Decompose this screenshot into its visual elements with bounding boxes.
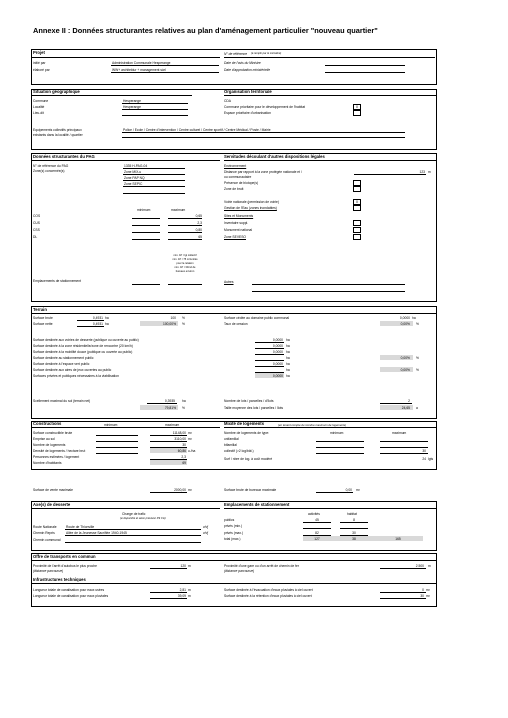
pag-cus-max: 2,3 [197, 221, 202, 225]
infrastructures-heading: Infrastructures techniques [33, 577, 86, 582]
projet-heading: Projet [33, 50, 45, 55]
terrain-scellement-pct: 79,81% [164, 406, 176, 410]
rule [255, 354, 284, 355]
rule [224, 427, 436, 428]
rule [150, 492, 187, 493]
servitudes-voirie: Voirie nationale (permission de voirie) [224, 200, 279, 204]
emplacements-row-0-label: publics [224, 518, 235, 522]
terrain-row-2-value: 0,0000 [272, 350, 283, 354]
pag-zones-label: Zone(s) concernée(s) [33, 169, 65, 173]
constructions-row-1-unit: m² [188, 437, 192, 441]
mixite-collectif: collectif (>2 log/bât.) [224, 449, 254, 453]
pag-stationnement-note-4: min. 1P / 30m2 de [174, 266, 196, 269]
rule [316, 453, 364, 454]
rule [132, 218, 160, 219]
rule [224, 95, 436, 96]
terrain-nette-unit: ha [105, 322, 109, 326]
rule [123, 193, 185, 194]
terrain-cedee-label: Surface cédée au domaine public communal [224, 316, 290, 320]
infrastructures-usees-label: Longueur totale de canalisation pour eaux usées [33, 588, 105, 592]
infrastructures-pluviales-label: Longueur totale de canalisation pour eaux pluviales [33, 594, 109, 598]
servitudes-heading: Servitudes découlant d'autres dispositions légales [224, 154, 325, 159]
pag-ref-label: N° de référence du PAG [33, 164, 69, 168]
situation-equip-value: Police / Ecole / Centre d'intervention / Centre culturel / Centre sportif / Centre Médical / Poste / Mairie [123, 128, 271, 132]
rule [340, 528, 368, 529]
rule [168, 284, 202, 285]
servitudes-distance-label-1: Distance par rapport à la zone protégée nationale et / [224, 170, 302, 174]
rule [380, 441, 428, 442]
rule [354, 174, 426, 175]
rule [123, 180, 185, 181]
terrain-brute-pct-unit: % [182, 316, 185, 320]
rule [255, 366, 284, 367]
terrain-row-5-label: Surface destinée aux aires de jeux ouvertes au public [33, 368, 112, 372]
rule [96, 435, 138, 436]
rule [32, 560, 436, 561]
transports-arret-unit: m [188, 564, 191, 568]
emplacements-row-0-activites: 45 [315, 518, 319, 522]
servitudes-monument: Monument national [224, 228, 253, 232]
terrain-nb-lots-value: 2 [408, 399, 410, 403]
mixite-maximum-header: maximum [392, 431, 407, 435]
terrain-cession-label: Taux de cession [224, 322, 248, 326]
emplacements-heading: Emplacements de stationnement [224, 502, 290, 507]
mixite-note: (en tenant compte du nombre maximum de logements) [278, 423, 347, 427]
page-title: Annexe II : Données structurantes relatives au plan d'aménagement particulier "nouveau quartier" [33, 26, 378, 35]
constructions-heading: Constructions [33, 421, 62, 426]
situation-equip-label-1: Equipements collectifs principaux [33, 128, 82, 132]
organisation-prioritaire: Commune prioritaire pour le développement de l'habitat [224, 105, 306, 109]
terrain-row-6-label: Surfaces privées et publiques nécessaires à la viabilisation [33, 374, 119, 378]
pag-css-max: 0,80 [195, 228, 202, 232]
rule [325, 65, 405, 66]
servitudes-seveso: Zone SEVESO [224, 235, 246, 239]
terrain-heading: Terrain [33, 307, 47, 312]
rule [122, 137, 405, 138]
servitudes-zone-bruit: Zone de bruit [224, 187, 244, 191]
terrain-nette-pct-unit: % [182, 322, 185, 326]
terrain-row-2-label: Surface destinée à la mobilité douce (publique ou ouverte au public) [33, 350, 133, 354]
transports-arret-label: Proximité de l'arrêt d'autobus le plus proche [33, 564, 97, 568]
section-transports [31, 553, 437, 607]
transports-gare-label: Proximité d'une gare ou d'un arrêt de chemin de fer [224, 564, 299, 568]
situation-equip-label-2: existants dans la localité / quartier [33, 133, 83, 137]
rule [255, 348, 284, 349]
emplacements-row-1-label: privés (min.) [224, 524, 243, 528]
rule [123, 174, 185, 175]
projet-ref-note: (à remplir par le ministère) [251, 52, 282, 55]
situation-commune-label: Commune [33, 99, 49, 103]
emplacements-row-3-habitat: 38 [352, 537, 356, 541]
rule [147, 403, 177, 404]
transports-arret-note: (distance parcourue) [33, 569, 64, 573]
terrain-row-1-label: Surface destinée à la zone résidentielle/zone de rencontre (20 km/h) [33, 344, 133, 348]
desserte-communal-label: Chemin communal [33, 538, 61, 542]
servitudes-gestion-eau-checkbox[interactable] [353, 205, 361, 211]
mixite-surf-unit: lgts [428, 457, 434, 461]
projet-elabore-value: WW+ architektur + management sàrl [112, 68, 166, 72]
terrain-row-1-value: 0,0000 [272, 344, 283, 348]
terrain-row-3-unit: ha [286, 356, 290, 360]
projet-elabore-label: élaboré par [33, 68, 50, 72]
pag-stationnement-note-3: pour la relation [176, 262, 194, 265]
organisation-cda: CDA [224, 99, 231, 103]
terrain-row-4-label: Surface destinée à l'espace vert public [33, 362, 90, 366]
infrastructures-pluviales-unit: m [188, 594, 191, 598]
pag-stationnement-note-2: min. 1P / 75 m²/unités [172, 258, 198, 261]
servitudes-voirie-checkbox[interactable]: X [353, 199, 361, 205]
rule [380, 598, 426, 599]
rule [150, 441, 187, 442]
terrain-nette-label: Surface nette [33, 322, 53, 326]
constructions-row-5-label: Nombre d'habitants [33, 461, 62, 465]
rule [96, 453, 138, 454]
rule [316, 492, 353, 493]
rule [111, 65, 219, 66]
desserte-route-unit: vh/j [203, 525, 209, 529]
projet-ref-label: N° de référence [224, 52, 248, 56]
projet-initie-value: Administration Communale Hesperange [112, 61, 171, 65]
rule [380, 453, 428, 454]
terrain-row-0-label: Surface destinée aux voiries de desserte (publique ou ouverte au public) [33, 338, 139, 342]
constructions-row-4-label: Personnes estimées / logement [33, 455, 80, 459]
rule [122, 115, 188, 116]
rule [122, 132, 405, 133]
emplacements-row-2-activites: 82 [315, 531, 319, 535]
terrain-row-2-unit: ha [286, 350, 290, 354]
rule [96, 447, 138, 448]
rule [122, 109, 188, 110]
rule [111, 72, 219, 73]
organisation-espace-checkbox[interactable] [353, 110, 361, 116]
pag-zone-2: Zone PAP NQ [124, 176, 145, 180]
desserte-charge-note: (si disponible et selon prévision PS CH) [120, 517, 166, 520]
desserte-route-label: Route Nationale [33, 525, 57, 529]
constructions-row-3-value: 60,86 [177, 449, 186, 453]
constructions-vente-value: 2000,00 [174, 488, 186, 492]
constructions-row-4-value: 2,3 [181, 455, 186, 459]
rule [252, 291, 405, 292]
infrastructures-evacuation-label: Surface destinée à l'évacuation d'eaux pluviales à ciel ouvert [224, 588, 313, 592]
infrastructures-evacuation-value: 0 [422, 588, 424, 592]
servitudes-monument-checkbox[interactable] [353, 227, 361, 233]
servitudes-distance-label-2: ou communautaire [224, 175, 252, 179]
terrain-cedee-value: 0,0000 [399, 316, 410, 320]
constructions-row-1-value: 3110,00 [174, 437, 186, 441]
infrastructures-usees-value: 2,81 [179, 588, 186, 592]
rule [65, 535, 201, 536]
terrain-row-0-value: 0,0000 [272, 338, 283, 342]
pag-dl-label: DL [33, 235, 38, 239]
situation-commune-value: Hesperange [123, 99, 141, 103]
rule [77, 320, 104, 321]
pag-cus-label: CUS [33, 221, 40, 225]
rule [380, 568, 426, 569]
pag-zone-3: Zone SEPIC [124, 182, 143, 186]
rule [303, 528, 331, 529]
constructions-minimum-header: minimum [104, 423, 118, 427]
rule [316, 441, 364, 442]
rule [325, 72, 405, 73]
terrain-brute-value: 0,4931 [92, 316, 103, 320]
rule [132, 284, 160, 285]
mixite-minimum-header: minimum [330, 431, 344, 435]
organisation-espace: Espace prioritaire d'urbanisation [224, 111, 271, 115]
mixite-unifamilial: unifamilial [224, 437, 239, 441]
rule [150, 435, 187, 436]
infrastructures-retention-value: 30 [420, 594, 424, 598]
servitudes-inventaire-checkbox[interactable] [353, 220, 361, 226]
rule [32, 160, 220, 161]
terrain-row-1-unit: ha [286, 344, 290, 348]
rule [150, 598, 187, 599]
transports-gare-value: 2.500 [415, 564, 424, 568]
rule [32, 583, 436, 584]
constructions-row-2-value: 30 [182, 443, 186, 447]
rule [32, 313, 436, 314]
section-situation [31, 89, 437, 150]
mixite-collectif-max: 30 [422, 449, 426, 453]
servitudes-distance-unit: m [428, 170, 431, 174]
servitudes-autres: Autres [224, 280, 234, 284]
pag-cos-max: 0,65 [195, 214, 202, 218]
constructions-row-3-unit: u./ha [188, 449, 196, 453]
terrain-scellement-pct-unit: % [182, 406, 185, 410]
rule [168, 239, 202, 240]
desserte-route-value: Route de Thionville [66, 525, 95, 529]
rule [224, 57, 435, 58]
terrain-row-4-value: 0,0000 [272, 362, 283, 366]
terrain-brute-label: Surface brute [33, 316, 53, 320]
rule [132, 232, 160, 233]
terrain-cession-value: 0,00% [400, 322, 410, 326]
servitudes-zone-bruit-checkbox[interactable] [353, 186, 361, 192]
desserte-charge-label: Charge de trafic [122, 512, 146, 516]
terrain-cedee-unit: ha [412, 316, 416, 320]
rule [122, 103, 188, 104]
terrain-row-3-pct-unit: % [416, 356, 419, 360]
rule [32, 95, 192, 96]
transports-arret-value: 120 [180, 564, 186, 568]
terrain-nette-value: 0,4931 [92, 322, 103, 326]
terrain-row-5-pct: 0,00% [400, 368, 410, 372]
pag-ref-value: 1335 H-PAG-04 [124, 164, 148, 168]
constructions-row-0-unit: m² [188, 431, 192, 435]
rule [168, 232, 202, 233]
pag-maximum-header: maximum [171, 208, 186, 212]
terrain-cession-unit: % [416, 322, 419, 326]
rule [340, 522, 368, 523]
organisation-prioritaire-checkbox[interactable]: X [353, 104, 361, 110]
pag-minimum-header: minimum [137, 208, 151, 212]
rule [65, 529, 201, 530]
rule [380, 403, 412, 404]
infrastructures-evacuation-unit: m² [426, 588, 430, 592]
terrain-scellement-unit: ha [182, 399, 186, 403]
rule [252, 284, 405, 285]
pag-stationnement-label: Emplacements de stationnement [33, 279, 82, 283]
transports-gare-note: (distance parcourue) [224, 569, 255, 573]
servitudes-seveso-checkbox[interactable] [353, 234, 361, 240]
terrain-row-6-value: 0,0000 [272, 374, 283, 378]
terrain-taille-value: 24,65 [401, 406, 410, 410]
constructions-row-2-label: Nombre de logements [33, 443, 66, 447]
rule [96, 441, 138, 442]
terrain-brute-pct: 100 [170, 316, 176, 320]
infrastructures-retention-unit: m² [426, 594, 430, 598]
rule [150, 568, 187, 569]
mixite-bureaux-value: 0,00 [345, 488, 352, 492]
situation-heading: Situation géographique [33, 89, 80, 94]
situation-localite-label: Localité [33, 105, 45, 109]
rule [380, 592, 426, 593]
rule [77, 326, 104, 327]
pag-zone-1: Zone MIX-u [124, 170, 142, 174]
pag-cos-label: COS [33, 214, 41, 218]
terrain-row-3-pct: 0,00% [400, 356, 410, 360]
terrain-scellement-value: 0,3935 [164, 399, 175, 403]
constructions-vente-unit: m² [188, 488, 192, 492]
projet-avis-label: Date de l'avis du Ministre [224, 61, 261, 65]
rule [132, 225, 160, 226]
terrain-taille-label: Taille moyenne des lots / parcelles / îlots [224, 406, 284, 410]
terrain-brute-unit: ha [105, 316, 109, 320]
emplacements-col-habitat: habitat [347, 512, 357, 516]
rule [32, 427, 220, 428]
rule [255, 342, 284, 343]
constructions-maximum-header: maximum [165, 423, 180, 427]
emplacements-row-2-habitat: 30 [352, 531, 356, 535]
emplacements-row-2-label: privés (max.) [224, 531, 244, 535]
emplacements-row-0-habitat: 8 [353, 518, 355, 522]
desserte-chemin-value: Allée de la Jeunesse Sacrifiée 1940-1945 [66, 531, 127, 535]
organisation-heading: Organisation territoriale [224, 89, 272, 94]
desserte-chemin-label: Chemin Repris [33, 531, 55, 535]
pag-dl-max: 65 [198, 235, 202, 239]
rule [32, 508, 220, 509]
situation-lieudit-label: Lieu-dit [33, 111, 44, 115]
infrastructures-usees-unit: m [188, 588, 191, 592]
terrain-row-5-pct-unit: % [416, 368, 419, 372]
transports-gare-unit: m [428, 564, 431, 568]
constructions-vente-label: Surface de vente maximale [33, 488, 73, 492]
rule [316, 447, 364, 448]
emplacements-row-3-activites: 127 [314, 537, 320, 541]
projet-approbation-label: Date d'approbation ministérielle [224, 68, 271, 72]
mixite-surf-value: 24 [422, 457, 426, 461]
rule [303, 522, 331, 523]
rule [65, 542, 201, 543]
rule [32, 57, 220, 58]
desserte-heading: Axe(s) de desserte [33, 502, 71, 507]
pag-css-label: CSS [33, 228, 40, 232]
constructions-row-0-label: Surface constructible brute [33, 431, 73, 435]
situation-localite-value: Hesperange [123, 105, 141, 109]
terrain-row-5-unit: ha [286, 368, 290, 372]
constructions-row-1-label: Emprise au sol [33, 437, 55, 441]
rule [380, 447, 428, 448]
constructions-row-5-value: 69 [182, 461, 186, 465]
mixite-surf-label: Surf / nbre de log. à coût modéré [224, 457, 273, 461]
rule [132, 239, 160, 240]
projet-initie-label: initié par [33, 61, 46, 65]
rule [150, 592, 187, 593]
terrain-taille-unit: a [416, 406, 418, 410]
rule [168, 218, 202, 219]
constructions-row-0-value: 11148,00 [172, 431, 186, 435]
servitudes-sites: Sites et Monuments [224, 214, 254, 218]
pag-stationnement-note-1: min. 1P / lgt collectif [173, 254, 197, 257]
rule [224, 160, 436, 161]
mixite-bureaux-label: Surface brute de bureaux maximale [224, 488, 277, 492]
emplacements-col-activites: activités [308, 512, 320, 516]
terrain-nb-lots-label: Nombre de lots / parcelles / d'îlots [224, 399, 274, 403]
rule [224, 508, 436, 509]
emplacements-row-3-total: 165 [395, 537, 401, 541]
pag-stationnement-note-5: bureaux environ [175, 270, 195, 273]
rule [255, 360, 284, 361]
servitudes-inventaire: Inventaire suppl. [224, 221, 249, 225]
terrain-row-4-unit: ha [286, 362, 290, 366]
servitudes-distance-value: 123 [419, 170, 425, 174]
pag-heading: Données structurantes du PAG [33, 154, 95, 159]
desserte-chemin-unit: vh/j [203, 531, 209, 535]
servitudes-environnement: Environnement [224, 164, 247, 168]
mixite-heading: Mixité de logements [224, 421, 265, 426]
infrastructures-retention-label: Surface destinée à la rétention d'eaux pluviales à ciel ouvert [224, 594, 312, 598]
terrain-row-0-unit: ha [286, 338, 290, 342]
servitudes-biotopes: Présence de biotope(s) [224, 181, 259, 185]
terrain-scellement-label: Scellement maximal du sol (terrain net) [33, 399, 91, 403]
mixite-bureaux-unit: m² [356, 488, 360, 492]
infrastructures-pluviales-value: 39,09 [177, 594, 186, 598]
constructions-row-3-label: Densité de logements / hectare brut [33, 449, 86, 453]
rule [168, 225, 202, 226]
rule [123, 186, 185, 187]
rule [123, 168, 185, 169]
mixite-bifamilial: bifamilial [224, 443, 237, 447]
terrain-nette-pct: 100,00% [162, 322, 176, 326]
servitudes-gestion-eau: Gestion de l'Eau (zones inondables) [224, 206, 277, 210]
terrain-row-3-label: Surface destinée au stationnement public [33, 356, 94, 360]
transports-heading: Offre de transports en commun [33, 554, 96, 559]
emplacements-row-3-label: total (max.) [224, 537, 241, 541]
terrain-row-6-unit: ha [286, 374, 290, 378]
mixite-type-label: Nombre de logements de type: [224, 431, 270, 435]
